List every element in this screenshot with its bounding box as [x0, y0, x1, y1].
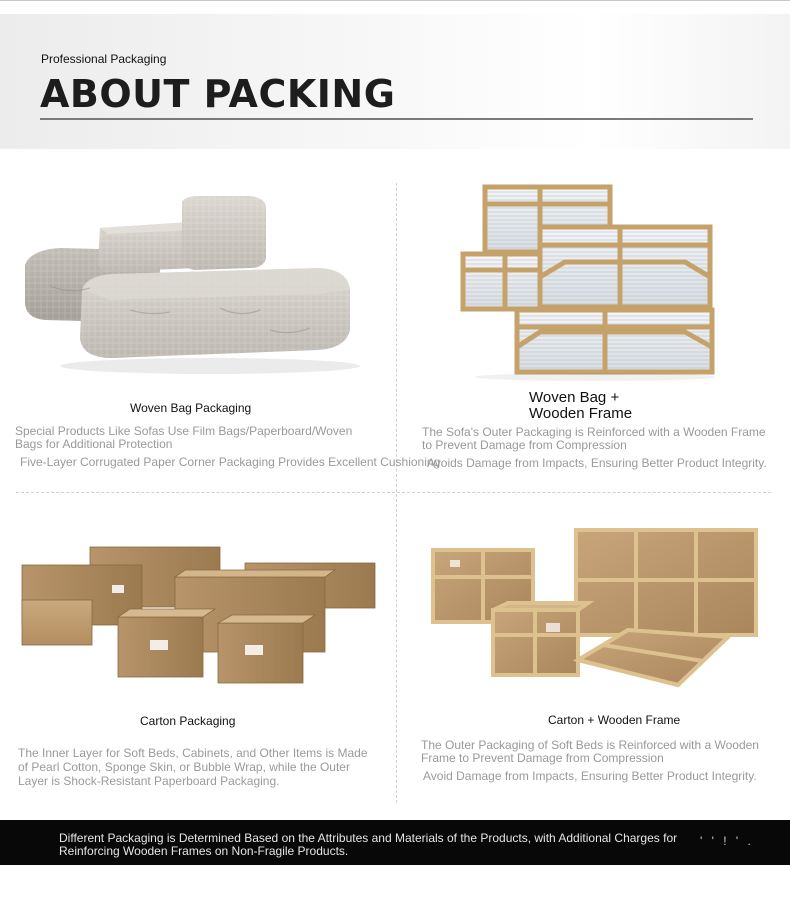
woven-bag-wooden-frame-caption [529, 390, 669, 422]
header-kicker: Professional Packaging [41, 52, 167, 66]
carton-wooden-frame-description: The Outer Packaging of Soft Beds is Reinforced with a Wooden Frame to Prevent Damage from Compression [421, 738, 759, 765]
footer-trailing-marks: ' ' ! ' . [700, 834, 754, 848]
carton-boxes-image [20, 545, 380, 695]
carton-caption: Carton Packaging [140, 714, 236, 728]
wooden-frame-bags-image [445, 182, 730, 382]
carton-wooden-frame-image [428, 525, 763, 700]
woven-bag-cushioning-note: Five-Layer Corrugated Paper Corner Packaging Provides Excellent Cushioning. [20, 455, 444, 469]
carton-wooden-frame-caption: Carton + Wooden Frame [548, 713, 681, 727]
footer-banner [0, 820, 790, 865]
vertical-divider [396, 183, 397, 803]
horizontal-divider [16, 492, 771, 493]
carton-description: The Inner Layer for Soft Beds, Cabinets, and Other Items is Made of Pearl Cotton, Sponge Skin, or Bubble Wrap, while the Outer Layer is Shock-Resistant Paperboard Packaging. [18, 746, 368, 788]
caption-line-1: Woven Bag + [529, 389, 620, 406]
woven-bag-packages-image [20, 190, 360, 380]
caption-line-2: Wooden Frame [529, 405, 633, 422]
carton-wooden-frame-impact-note: Avoid Damage from Impacts, Ensuring Better Product Integrity. [423, 769, 757, 783]
page-title: ABOUT PACKING [40, 72, 396, 116]
header-rule [40, 118, 753, 120]
page-header [0, 14, 790, 149]
woven-bag-description: Special Products Like Sofas Use Film Bags/Paperboard/Woven Bags for Additional Protection [15, 424, 353, 451]
top-border-line [0, 0, 790, 1]
footer-note: Different Packaging is Determined Based on the Attributes and Materials of the Products, with Additional Charges for Reinforcing Wooden Frames on Non-Fragile Products. [59, 831, 678, 858]
wooden-frame-impact-note: Avoids Damage from Impacts, Ensuring Better Product Integrity. [427, 456, 767, 470]
woven-bag-caption: Woven Bag Packaging [130, 401, 252, 415]
wooden-frame-description: The Sofa's Outer Packaging is Reinforced with a Wooden Frame to Prevent Damage from Compression [422, 425, 766, 452]
